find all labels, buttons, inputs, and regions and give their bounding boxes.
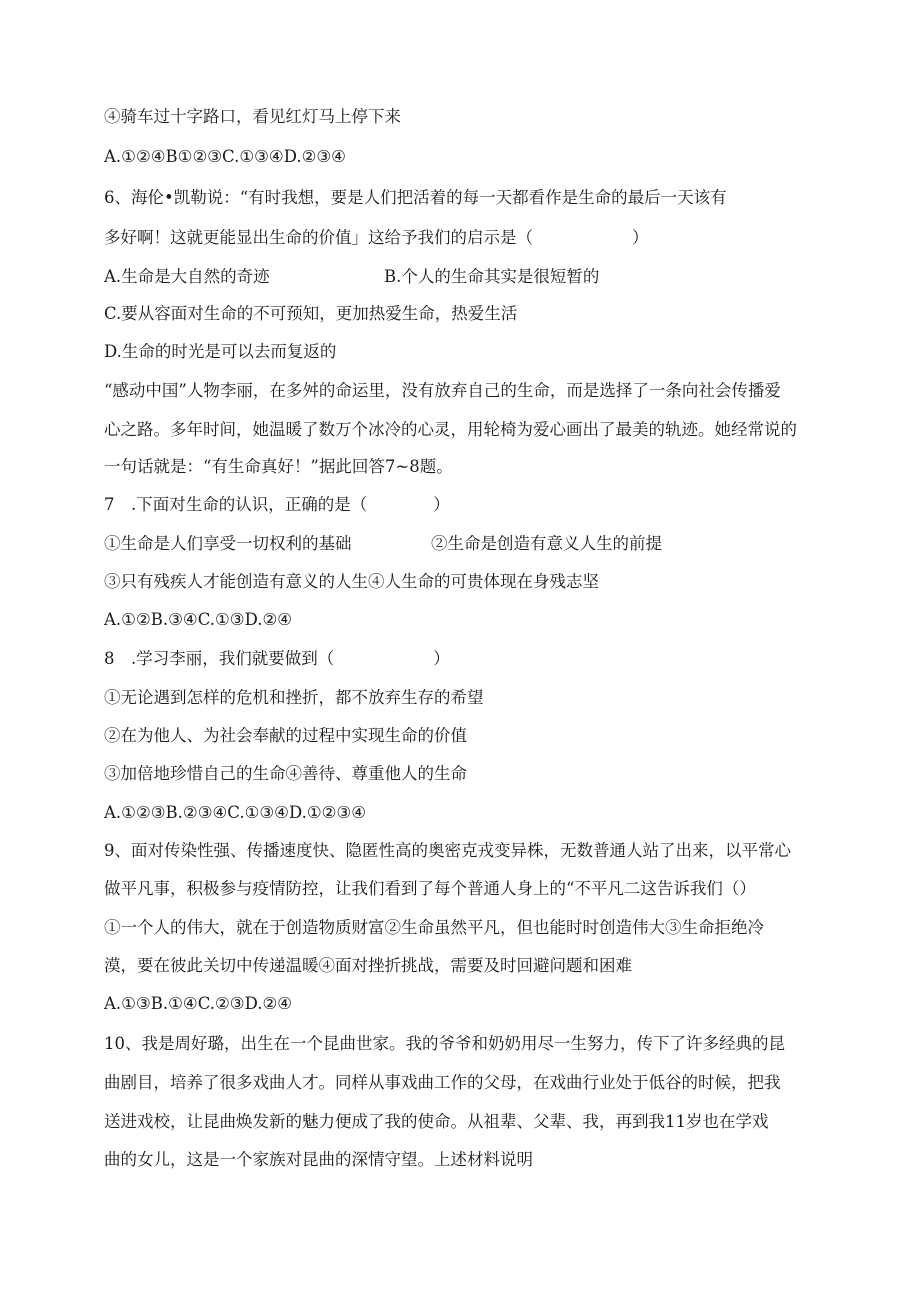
option-c-q6: C.要从容面对生命的不可预知，更加热爱生命，热爱生活 xyxy=(104,304,518,323)
question-10-text-4: 曲的女儿，这是一个家族对昆曲的深情守望。上述材料说明 xyxy=(104,1150,533,1169)
material-paragraph-cont: 心之路。多年时间，她温暖了数万个冰冷的心灵，用轮椅为爱心画出了最美的轨迹。她经常说的 xyxy=(104,420,797,439)
material-paragraph-end: 一句话就是：“有生命真好！”据此回答7~8题。 xyxy=(104,457,453,476)
answer-choices-q7: A.①②B.③④C.①③D.②④ xyxy=(104,610,293,629)
question-7-text: 7 .下面对生命的认识，正确的是（ ） xyxy=(104,495,450,514)
question-6-text: 6、海伦•凯勒说：“有时我想，要是人们把活着的每一天都看作是生命的最后一天该有 xyxy=(104,188,727,207)
answer-choices-q9: A.①③B.①④C.②③D.②④ xyxy=(104,994,293,1013)
statements-3-4-q7: ③只有残疾人才能创造有意义的人生④人生命的可贵体现在身残志坚 xyxy=(104,572,599,591)
option-a-q6: A.生命是大自然的奇迹 xyxy=(104,267,270,286)
question-9-text-cont: 做平凡事，积极参与疫情防控，让我们看到了每个普通人身上的“不平凡二这告诉我们（） xyxy=(104,879,756,898)
statement-1-q7: ①生命是人们享受一切权利的基础 xyxy=(104,534,352,553)
statements-q9-cont: 漠，要在彼此关切中传递温暖④面对挫折挑战，需要及时回避问题和困难 xyxy=(104,956,632,975)
material-paragraph: “感动中国”人物李丽，在多舛的命运里，没有放弃自己的生命，而是选择了一条向社会传播爱 xyxy=(104,381,781,400)
question-10-text-3: 送进戏校，让昆曲焕发新的魅力便成了我的使命。从祖辈、父辈、我，再到我11岁也在学戏 xyxy=(104,1112,769,1131)
question-9-text: 9、面对传染性强、传播速度快、隐匿性高的奥密克戎变异株，无数普通人站了出来，以平常心 xyxy=(104,841,791,860)
option-b-q6: B.个人的生命其实是很短暂的 xyxy=(384,267,600,286)
statement-2-q7: ②生命是创造有意义人生的前提 xyxy=(431,534,662,553)
statement-1-q8: ①无论遇到怎样的危机和挫折，都不放弃生存的希望 xyxy=(104,688,484,707)
statements-3-4-q8: ③加倍地珍惜自己的生命④善待、尊重他人的生命 xyxy=(104,764,467,783)
question-8-text: 8 .学习李丽，我们就要做到（ ） xyxy=(104,649,450,668)
answer-choices-q5: A.①②④B①②③C.①③④D.②③④ xyxy=(104,147,346,166)
option-d-q6: D.生命的时光是可以去而复返的 xyxy=(104,342,337,361)
question-10-text: 10、我是周好璐，出生在一个昆曲世家。我的爷爷和奶奶用尽一生努力，传下了许多经典的昆 xyxy=(104,1034,785,1053)
option-line-4: ④骑车过十字路口，看见红灯马上停下来 xyxy=(104,107,401,126)
statement-2-q8: ②在为他人、为社会奉献的过程中实现生命的价值 xyxy=(104,726,467,745)
question-10-text-2: 曲剧目，培养了很多戏曲人才。同样从事戏曲工作的父母，在戏曲行业处于低谷的时候，把我 xyxy=(104,1073,781,1092)
statements-q9: ①一个人的伟大，就在于创造物质财富②生命虽然平凡，但也能时时创造伟大③生命拒绝冷 xyxy=(104,918,764,937)
answer-choices-q8: A.①②③B.②③④C.①③④D.①②③④ xyxy=(104,803,366,822)
question-6-text-cont: 多好啊！这就更能显出生命的价值」这给予我们的启示是（ ） xyxy=(104,228,649,247)
